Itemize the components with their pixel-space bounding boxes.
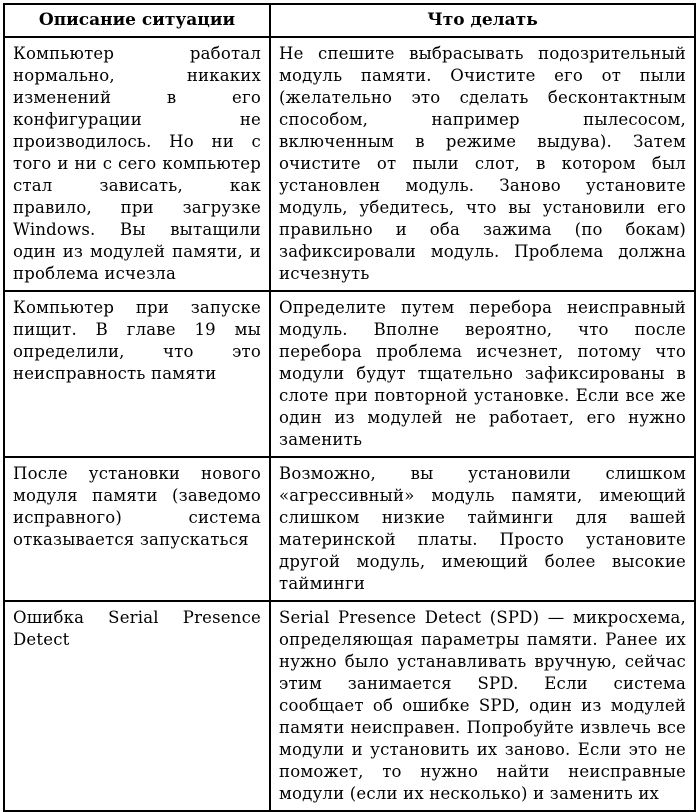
situation-cell: Ошибка Serial Presence Detect <box>4 601 270 811</box>
action-cell: Serial Presence Detect (SPD) — микросхема, определяющая параметры памяти. Ранее их нужно было устанавливать вручную, сейчас этим занимается SPD. Если система сообщает об ошибке SPD, один из модулей памяти неисправен. Попробуйте извлечь все модули и установить их заново. Если это не поможет, то нужно найти неисправные модули (если их несколько) и заменить их <box>270 601 695 811</box>
table-row <box>4 601 695 811</box>
column-header-situation: Описание ситуации <box>4 4 270 37</box>
situation-cell: После установки нового модуля памяти (заведомо исправного) система отказывается запускаться <box>4 457 270 601</box>
action-cell: Определите путем перебора неисправный модуль. Вполне вероятно, что после перебора проблема исчезнет, потому что модули будут тщательно зафиксированы в слоте при повторной установке. Если все же один из модулей не работает, его нужно заменить <box>270 291 695 457</box>
memory-troubleshooting-table <box>3 3 696 812</box>
action-cell: Возможно, вы установили слишком «агрессивный» модуль памяти, имеющий слишком низкие тайминги для вашей материнской платы. Просто установите другой модуль, имеющий более высокие тайминги <box>270 457 695 601</box>
table-row <box>4 37 695 291</box>
table-row <box>4 457 695 601</box>
action-cell: Не спешите выбрасывать подозрительный модуль памяти. Очистите его от пыли (желательно это сделать бесконтактным способом, например пылесосом, включенным в режиме выдува). Затем очистите от пыли слот, в котором был установлен модуль. Заново установите модуль, убедитесь, что вы установили его правильно и оба зажима (по бокам) зафиксировали модуль. Проблема должна исчезнуть <box>270 37 695 291</box>
situation-cell: Компьютер работал нормально, никаких изменений в его конфигурации не производилось. Но ни с того и ни с сего компьютер стал зависать, как правило, при загрузке Windows. Вы вытащили один из модулей памяти, и проблема исчезла <box>4 37 270 291</box>
table-header-row <box>4 4 695 37</box>
situation-cell: Компьютер при запуске пищит. В главе 19 мы определили, что это неисправность памяти <box>4 291 270 457</box>
column-header-action: Что делать <box>270 4 695 37</box>
table-row <box>4 291 695 457</box>
